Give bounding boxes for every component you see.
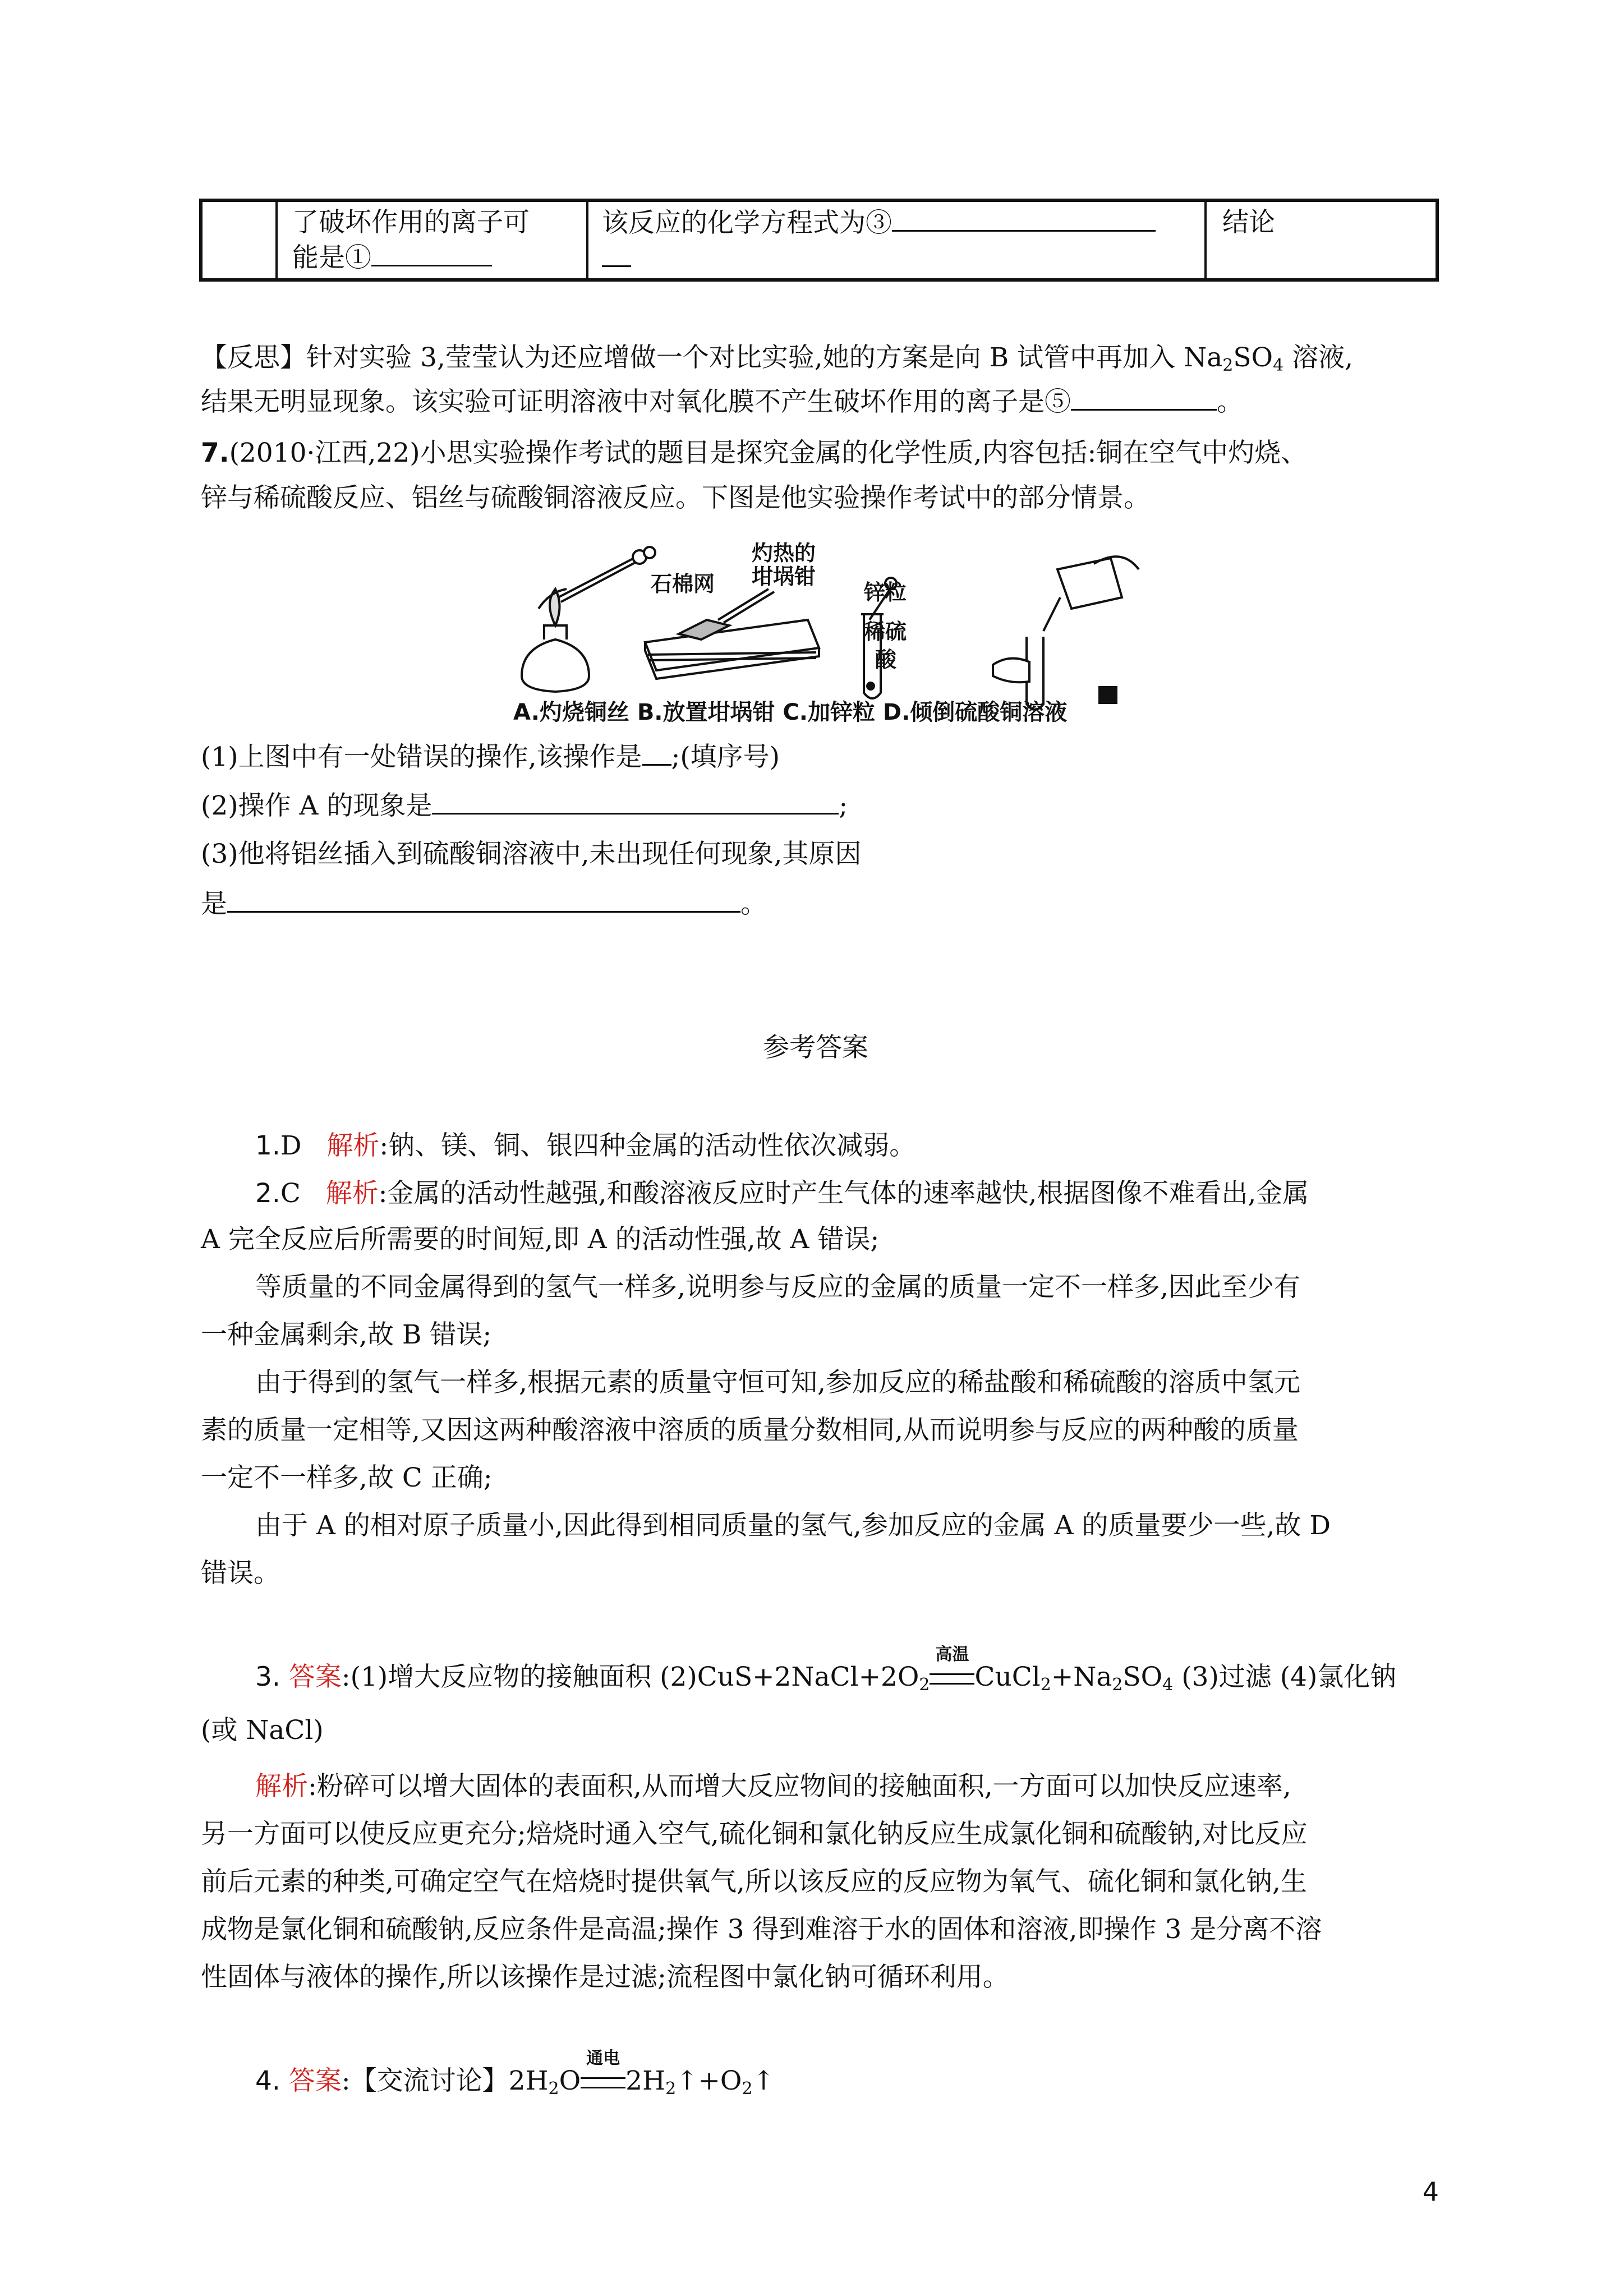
subquestion-2: (2)操作 A 的现象是 ; bbox=[201, 788, 848, 823]
figure-label: 灼热的 bbox=[752, 541, 816, 565]
answer-3-analysis-5: 性固体与液体的操作,所以该操作是过滤;流程图中氯化钠可循环利用。 bbox=[201, 1962, 1009, 1993]
answer-tag: 答案 bbox=[288, 1662, 342, 1692]
table-divider bbox=[1204, 202, 1207, 278]
subquestion-3: (3)他将铝丝插入到硫酸铜溶液中,未出现任何现象,其原因 bbox=[201, 839, 862, 869]
answer-blank[interactable] bbox=[892, 205, 1156, 232]
figure-label: 锌粒 bbox=[864, 580, 907, 605]
table-cell-text: 了破坏作用的离子可 bbox=[292, 207, 530, 238]
hand-icon bbox=[993, 659, 1029, 683]
bottle-stopper-icon bbox=[1099, 687, 1116, 703]
answer-3-analysis-4: 成物是氯化铜和硫酸钠,反应条件是高温;操作 3 得到难溶于水的固体和溶液,即操作 3 是分离不溶 bbox=[201, 1914, 1322, 1945]
figure-label: 坩埚钳 bbox=[752, 564, 816, 589]
answer-blank[interactable] bbox=[371, 240, 492, 266]
alcohol-lamp-icon bbox=[522, 639, 589, 692]
reaction-condition: 高温 bbox=[930, 1660, 974, 1694]
crucible-tongs-icon bbox=[718, 589, 769, 620]
table-cell-text: 该反应的化学方程式为③ bbox=[602, 208, 892, 238]
answer-blank[interactable] bbox=[227, 886, 740, 913]
figure-label: 石棉网 bbox=[651, 572, 715, 596]
subquestion-1: (1)上图中有一处错误的操作,该操作是 ;(填序号) bbox=[201, 739, 780, 774]
answer-3-line-2: (或 NaCl) bbox=[201, 1715, 324, 1746]
answer-blank[interactable] bbox=[1071, 384, 1217, 411]
table-cell-text: 能是① bbox=[292, 242, 371, 273]
answer-2-line-2: A 完全反应后所需要的时间短,即 A 的活动性强,故 A 错误; bbox=[201, 1224, 880, 1255]
analysis-tag: 解析 bbox=[325, 1178, 379, 1209]
analysis-tag: 解析 bbox=[326, 1130, 380, 1161]
experiment-table bbox=[199, 199, 1439, 282]
table-cell-conclusion: 结论 bbox=[1222, 207, 1275, 238]
reflection-line-1: 【反思】针对实验 3,莹莹认为还应增做一个对比实验,她的方案是向 B 试管中再加入 $Na_2SO_4$ 溶液, bbox=[201, 342, 1354, 375]
answer-3-analysis-1: 解析:粉碎可以增大固体的表面积,从而增大反应物间的接触面积,一方面可以加快反应速率, bbox=[255, 1771, 1291, 1802]
answer-2-line-4: 一种金属剩余,故 B 错误; bbox=[201, 1319, 492, 1350]
table-cell-ion bbox=[292, 205, 530, 275]
reaction-condition: 通电 bbox=[581, 2064, 625, 2098]
answer-4-line-1: 4. 答案:【交流讨论】$2H_2O$ 通电 $2H_2↑+O_2↑$ bbox=[255, 2049, 775, 2099]
figure-label: 酸 bbox=[875, 647, 897, 672]
table-divider bbox=[586, 202, 588, 278]
answer-3-analysis-3: 前后元素的种类,可确定空气在焙烧时提供氧气,所以该反应的反应物为氧气、硫化铜和氯化钠,生 bbox=[201, 1866, 1307, 1897]
reflection-line-2: 结果无明显现象。该实验可证明溶液中对氧化膜不产生破坏作用的离子是⑤ 。 bbox=[201, 384, 1243, 419]
answer-2-line-5: 由于得到的氢气一样多,根据元素的质量守恒可知,参加反应的稀盐酸和稀硫酸的溶质中氢元 bbox=[255, 1367, 1300, 1398]
analysis-tag: 解析 bbox=[255, 1771, 308, 1802]
answer-2-line-3: 等质量的不同金属得到的氢气一样多,说明参与反应的金属的质量一定不一样多,因此至少有 bbox=[255, 1272, 1300, 1303]
question-number: 7. bbox=[201, 438, 229, 468]
subquestion-3-cont: 是 。 bbox=[201, 886, 767, 921]
answers-heading: 参考答案 bbox=[763, 1032, 868, 1063]
question-7-line-2: 锌与稀硫酸反应、铝丝与硫酸铜溶液反应。下图是他实验操作考试中的部分情景。 bbox=[201, 482, 1150, 513]
answer-2-line-8: 由于 A 的相对原子质量小,因此得到相同质量的氢气,参加反应的金属 A 的质量要少一些,故 D bbox=[255, 1510, 1331, 1541]
answer-3-line-1: 3. 答案:(1)增大反应物的接触面积 $(2)CuS+2NaCl+2O_2$ 高温 $CuCl_2+Na_2SO_4$ (3)过滤 (4)氯化钠 bbox=[255, 1645, 1397, 1695]
answer-blank[interactable] bbox=[602, 241, 631, 267]
answer-2-line-1: 2.C 解析:金属的活动性越强,和酸溶液反应时产生气体的速率越快,根据图像不难看出,金属 bbox=[255, 1178, 1309, 1209]
answer-tag: 答案 bbox=[288, 2065, 342, 2096]
answer-2-line-6: 素的质量一定相等,又因这两种酸溶液中溶质的质量分数相同,从而说明参与反应的两种酸的质量 bbox=[201, 1415, 1299, 1446]
answer-2-line-7: 一定不一样多,故 C 正确; bbox=[201, 1462, 493, 1493]
page-number: 4 bbox=[1422, 2177, 1439, 2207]
table-cell-equation bbox=[602, 205, 1156, 276]
answer-2-line-9: 错误。 bbox=[201, 1558, 280, 1589]
figure-label: 稀硫 bbox=[864, 619, 907, 644]
answer-1: 1.D 解析:钠、镁、铜、银四种金属的活动性依次减弱。 bbox=[255, 1130, 916, 1161]
answer-blank[interactable] bbox=[432, 788, 839, 815]
asbestos-net-icon bbox=[645, 620, 819, 670]
table-divider bbox=[275, 202, 278, 278]
answer-3-analysis-2: 另一方面可以使反应更充分;焙烧时通入空气,硫化铜和氯化钠反应生成氯化铜和硫酸钠,对比反应 bbox=[201, 1819, 1308, 1849]
question-7-line-1: 7.(2010·江西,22)小思实验操作考试的题目是探究金属的化学性质,内容包括:铜在空气中灼烧、 bbox=[201, 438, 1308, 468]
reagent-bottle-icon bbox=[1057, 558, 1122, 609]
answer-blank[interactable] bbox=[642, 739, 671, 766]
figure-caption: A.灼烧铜丝 B.放置坩埚钳 C.加锌粒 D.倾倒硫酸铜溶液 bbox=[513, 700, 1068, 725]
